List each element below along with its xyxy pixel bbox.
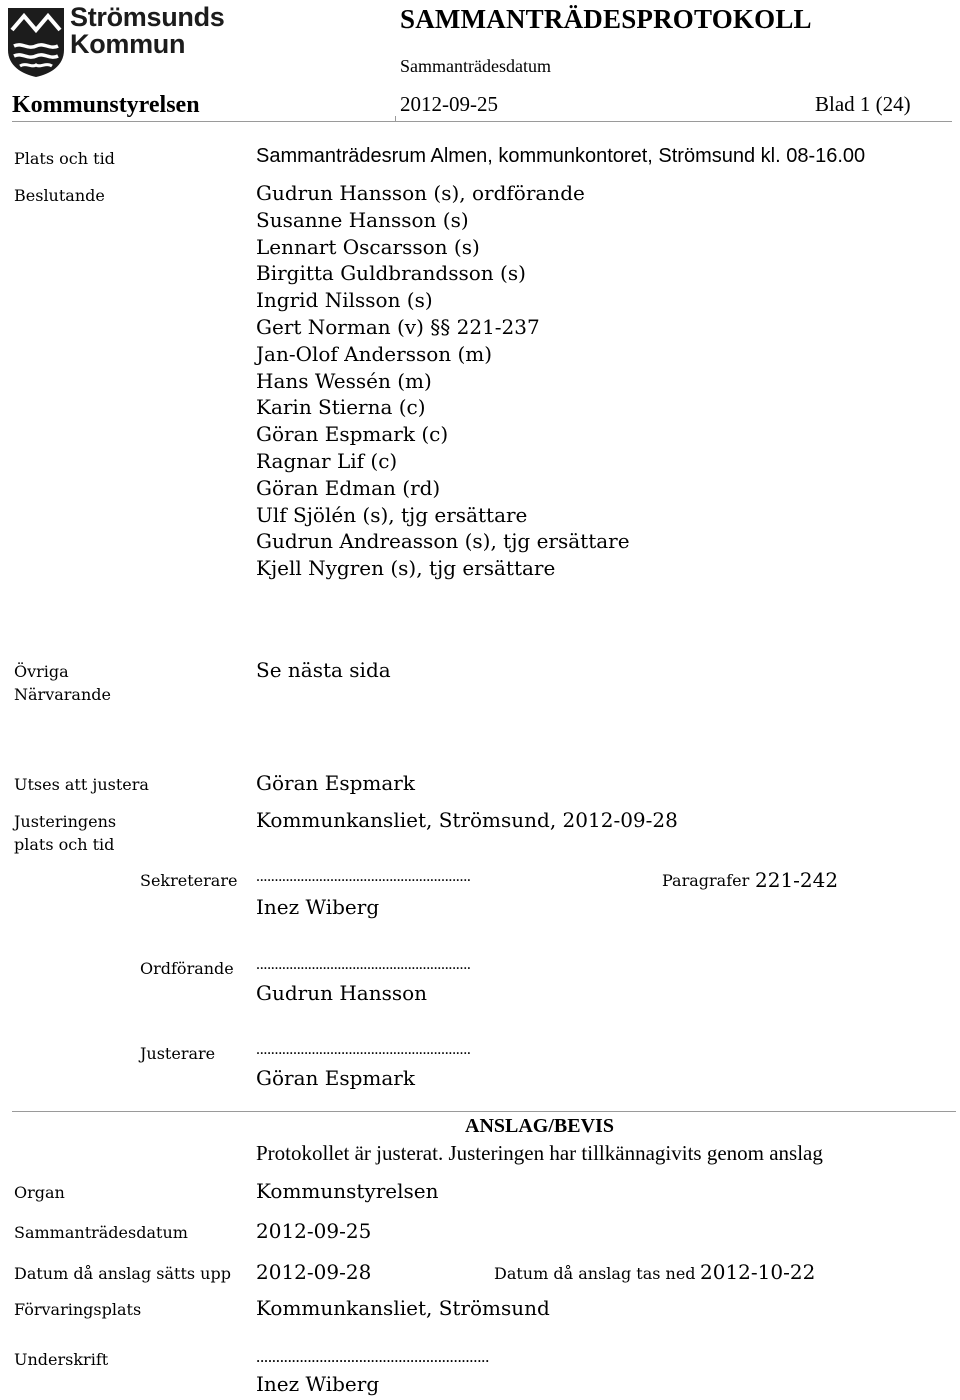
coat-of-arms-icon — [6, 6, 66, 78]
signature-label: Underskrift — [14, 1350, 109, 1369]
organ-label: Organ — [14, 1183, 65, 1202]
paragraphs-value: 221-242 — [755, 868, 839, 892]
page-info: Blad 1 (24) — [815, 92, 911, 116]
list-item: Birgitta Guldbrandsson (s) — [256, 261, 526, 286]
signature-line: ........................................................... — [256, 1347, 490, 1366]
adjust-place-value: Kommunkansliet, Strömsund, 2012-09-28 — [256, 808, 678, 832]
adjuster-name: Göran Espmark — [256, 1066, 415, 1090]
paragraphs-label: Paragrafer — [662, 871, 750, 890]
body-name: Kommunstyrelsen — [12, 92, 200, 118]
organ-value: Kommunstyrelsen — [256, 1179, 439, 1203]
list-item: Gudrun Andreasson (s), tjg ersättare — [256, 529, 630, 554]
others-label-2: Närvarande — [14, 685, 111, 704]
place-value: Sammanträdesrum Almen, kommunkontoret, Strömsund kl. 08-16.00 — [256, 145, 866, 167]
removed-date-value: 2012-10-22 — [700, 1260, 816, 1284]
chair-name: Gudrun Hansson — [256, 981, 428, 1005]
list-item: Jan-Olof Andersson (m) — [256, 341, 493, 366]
adjust-place-label-2: plats och tid — [14, 835, 115, 854]
signature-name: Inez Wiberg — [256, 1372, 380, 1396]
list-item: Lennart Oscarsson (s) — [256, 234, 480, 259]
secretary-signature-line: .......................................................... — [256, 868, 471, 885]
chair-signature-line: .......................................................... — [256, 956, 471, 973]
others-label-1: Övriga — [14, 662, 69, 681]
notice-title: ANSLAG/BEVIS — [465, 1115, 614, 1137]
list-item: Ingrid Nilsson (s) — [256, 288, 433, 313]
meeting-date-label: Sammanträdesdatum — [400, 56, 551, 76]
adjuster-signature-label: Justerare — [140, 1044, 216, 1063]
list-item: Göran Espmark (c) — [256, 422, 449, 447]
posted-date-value: 2012-09-28 — [256, 1260, 372, 1284]
posted-date-label: Datum då anslag sätts upp — [14, 1264, 231, 1283]
adjust-place-label-1: Justeringens — [14, 812, 117, 831]
header-rule-mark — [395, 116, 396, 122]
chair-label: Ordförande — [140, 959, 234, 978]
removed-date-label: Datum då anslag tas ned — [494, 1264, 696, 1283]
list-item: Hans Wessén (m) — [256, 368, 432, 393]
others-value: Se nästa sida — [256, 658, 391, 682]
adjuster-signature-line: .......................................................... — [256, 1041, 471, 1058]
notice-rule — [12, 1111, 956, 1112]
place-label: Plats och tid — [14, 149, 115, 168]
notice-meeting-date-value: 2012-09-25 — [256, 1219, 372, 1243]
list-item: Susanne Hansson (s) — [256, 207, 469, 232]
list-item: Ulf Sjölén (s), tjg ersättare — [256, 502, 528, 527]
notice-statement: Protokollet är justerat. Justeringen har tillkännagivits genom anslag — [256, 1141, 823, 1165]
secretary-label: Sekreterare — [140, 871, 238, 890]
list-item: Karin Stierna (c) — [256, 395, 426, 420]
adjuster-value: Göran Espmark — [256, 771, 415, 795]
municipality-logo — [6, 6, 66, 78]
header-rule — [12, 121, 952, 122]
list-item: Göran Edman (rd) — [256, 475, 441, 500]
list-item: Kjell Nygren (s), tjg ersättare — [256, 556, 556, 581]
deciding-label: Beslutande — [14, 186, 105, 205]
list-item: Gudrun Hansson (s), ordförande — [256, 181, 585, 205]
storage-label: Förvaringsplats — [14, 1300, 142, 1319]
logo-line-2: Kommun — [70, 29, 186, 59]
adjuster-label: Utses att justera — [14, 775, 149, 794]
list-item: Ragnar Lif (c) — [256, 448, 398, 473]
document-title: SAMMANTRÄDESPROTOKOLL — [400, 4, 812, 34]
deciding-members-list — [256, 180, 630, 582]
logo-line-1: Strömsunds — [70, 2, 225, 32]
list-item: Gert Norman (v) §§ 221-237 — [256, 314, 540, 339]
storage-value: Kommunkansliet, Strömsund — [256, 1296, 550, 1320]
notice-meeting-date-label: Sammanträdesdatum — [14, 1223, 188, 1242]
meeting-date-value: 2012-09-25 — [400, 92, 498, 116]
secretary-name: Inez Wiberg — [256, 895, 380, 919]
